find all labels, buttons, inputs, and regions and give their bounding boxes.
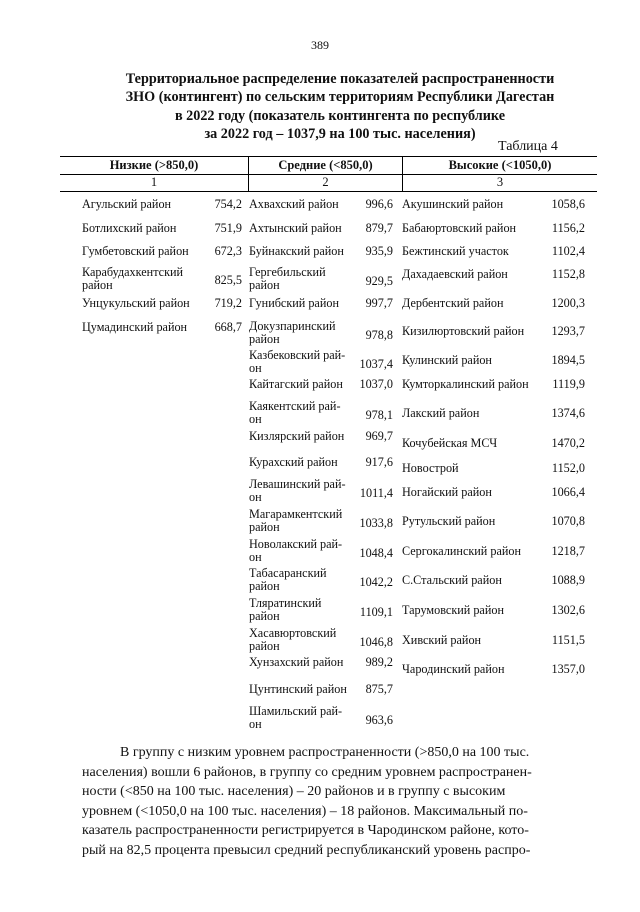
- district-name: Тарумовский район: [402, 603, 504, 617]
- district-value: 754,2: [214, 197, 242, 211]
- district-value: 1046,8: [359, 635, 393, 649]
- district-value: 668,7: [214, 320, 242, 334]
- title-line: Территориальное распределение показателей распространенности: [125, 71, 555, 87]
- district-value: 719,2: [214, 296, 242, 310]
- header-high: Высокие (<1050,0): [448, 158, 552, 172]
- district-value: 1088,9: [551, 573, 585, 587]
- paragraph-line: рый на 82,5 процента превысил средний республиканский уровень распро-: [82, 842, 531, 858]
- col-number-2: 2: [322, 175, 329, 189]
- district-value: 1152,0: [551, 461, 585, 475]
- document-title: [60, 70, 620, 143]
- district-name: Сергокалинский район: [402, 544, 522, 558]
- district-value: 935,9: [365, 244, 393, 258]
- paragraph-line: казатель распространенности регистрируется в Чародинском районе, кото-: [82, 823, 529, 838]
- district-name: Ахвахский район: [249, 197, 339, 211]
- district-value: 1156,2: [551, 221, 585, 235]
- district-value: 1374,6: [551, 406, 585, 420]
- page-number: 389: [311, 38, 329, 52]
- district-name: Кайтагский район: [249, 377, 343, 391]
- district-name: Шамильский рай- он: [249, 704, 343, 731]
- district-name: Гунибский район: [249, 296, 339, 310]
- district-name: Гумбетовский район: [82, 244, 189, 258]
- district-value: 978,8: [365, 328, 393, 342]
- table-label: Таблица 4: [498, 139, 558, 154]
- district-name: Акушинский район: [402, 197, 504, 211]
- district-name: Кочубейская МСЧ: [402, 436, 498, 450]
- district-name: Табасаранский район: [249, 566, 327, 593]
- district-value: 917,6: [365, 455, 393, 469]
- district-name: Магарамкентский район: [249, 507, 343, 534]
- district-value: 1037,0: [359, 377, 393, 391]
- district-name: Цунтинский район: [249, 682, 347, 696]
- district-name: С.Стальский район: [402, 573, 502, 587]
- district-value: 1152,8: [551, 267, 585, 281]
- district-name: Бабаюртовский район: [402, 221, 517, 235]
- header-medium: Средние (<850,0): [278, 158, 373, 172]
- district-name: Дахадаевский район: [402, 267, 508, 281]
- body-paragraph: [82, 743, 592, 860]
- district-name: Новолакский рай- он: [249, 537, 343, 564]
- header-cell-medium: [248, 156, 402, 192]
- district-value: 1302,6: [551, 603, 585, 617]
- col-number-3: 3: [496, 175, 504, 189]
- district-name: Ахтынский район: [249, 221, 342, 235]
- district-value: 1109,1: [359, 605, 393, 619]
- header-low: Низкие (>850,0): [109, 158, 199, 172]
- district-value: 963,6: [365, 713, 393, 727]
- district-value: 996,6: [365, 197, 393, 211]
- district-name: Цумадинский район: [82, 320, 188, 334]
- district-name: Казбековский рай- он: [249, 348, 346, 375]
- paragraph-line: населения) вошли 6 районов, в группу со средним уровнем распространен-: [82, 764, 532, 780]
- district-value: 1033,8: [359, 516, 393, 530]
- title-line: в 2022 году (показатель контингента по республике: [174, 107, 506, 124]
- district-name: Кизлярский район: [249, 429, 345, 443]
- district-value: 1042,2: [359, 575, 393, 589]
- district-value: 989,2: [365, 655, 393, 669]
- paragraph-line: ности (<850 на 100 тыс. населения) – 20 районов и в группу с высоким: [82, 784, 506, 799]
- paragraph-line: В группу с низким уровнем распространенности (>850,0 на 100 тыс.: [120, 745, 530, 760]
- district-value: 1011,4: [359, 486, 393, 500]
- district-value: 879,7: [365, 221, 393, 235]
- district-value: 969,7: [365, 429, 393, 443]
- district-name: Карабудахкентский район: [82, 265, 184, 292]
- district-value: 1102,4: [551, 244, 585, 258]
- title-line: за 2022 год – 1037,9 на 100 тыс. населения): [204, 125, 476, 142]
- district-value: 1058,6: [551, 197, 585, 211]
- district-value: 1119,9: [552, 377, 585, 391]
- district-name: Хасавюртовский район: [249, 626, 337, 653]
- district-value: 1037,4: [359, 357, 393, 371]
- district-name: Гергебильский район: [249, 265, 326, 292]
- district-value: 929,5: [365, 274, 393, 288]
- district-name: Дербентский район: [402, 296, 504, 310]
- district-name: Чародинский район: [402, 662, 505, 676]
- district-value: 1151,5: [551, 633, 585, 647]
- district-name: Буйнакский район: [249, 244, 344, 258]
- district-value: 1218,7: [551, 544, 585, 558]
- district-value: 1470,2: [551, 436, 585, 450]
- district-name: Левашинский рай- он: [249, 477, 346, 504]
- district-name: Докузпаринский район: [249, 319, 336, 346]
- header-cell-low: [60, 156, 248, 192]
- table-header: [60, 156, 597, 192]
- col-number-1: 1: [150, 175, 158, 189]
- district-value: 1293,7: [551, 324, 585, 338]
- district-name: Каякентский рай- он: [249, 399, 341, 426]
- district-name: Тляратинский район: [249, 596, 322, 623]
- district-value: 875,7: [365, 682, 393, 696]
- district-value: 1200,3: [551, 296, 585, 310]
- district-name: Бежтинский участок: [402, 244, 509, 258]
- district-name: Агульский район: [82, 197, 172, 211]
- district-value: 1070,8: [551, 514, 585, 528]
- district-name: Кизилюртовский район: [402, 324, 525, 338]
- district-name: Рутульский район: [402, 514, 496, 528]
- header-cell-high: [402, 156, 597, 192]
- district-value: 978,1: [365, 408, 393, 422]
- district-name: Лакский район: [402, 406, 480, 420]
- title-line: ЗНО (контингент) по сельским территориям Республики Дагестан: [125, 89, 555, 106]
- district-name: Хивский район: [402, 633, 482, 647]
- district-value: 1066,4: [551, 485, 585, 499]
- district-value: 825,5: [214, 273, 242, 287]
- district-name: Новострой: [402, 461, 459, 475]
- district-name: Курахский район: [249, 455, 338, 469]
- district-value: 1048,4: [359, 546, 393, 560]
- district-value: 751,9: [214, 221, 242, 235]
- district-name: Ботлихский район: [82, 221, 177, 235]
- district-name: Унцукульский район: [82, 296, 190, 310]
- paragraph-line: уровнем (<1050,0 на 100 тыс. населения) – 18 районов. Максимальный по-: [82, 803, 528, 819]
- district-value: 672,3: [214, 244, 242, 258]
- district-name: Кулинский район: [402, 353, 492, 367]
- district-value: 997,7: [365, 296, 393, 310]
- district-value: 1357,0: [551, 662, 585, 676]
- district-name: Ногайский район: [402, 485, 492, 499]
- district-value: 1894,5: [551, 353, 585, 367]
- district-name: Хунзахский район: [249, 655, 344, 669]
- district-name: Кумторкалинский район: [402, 377, 529, 391]
